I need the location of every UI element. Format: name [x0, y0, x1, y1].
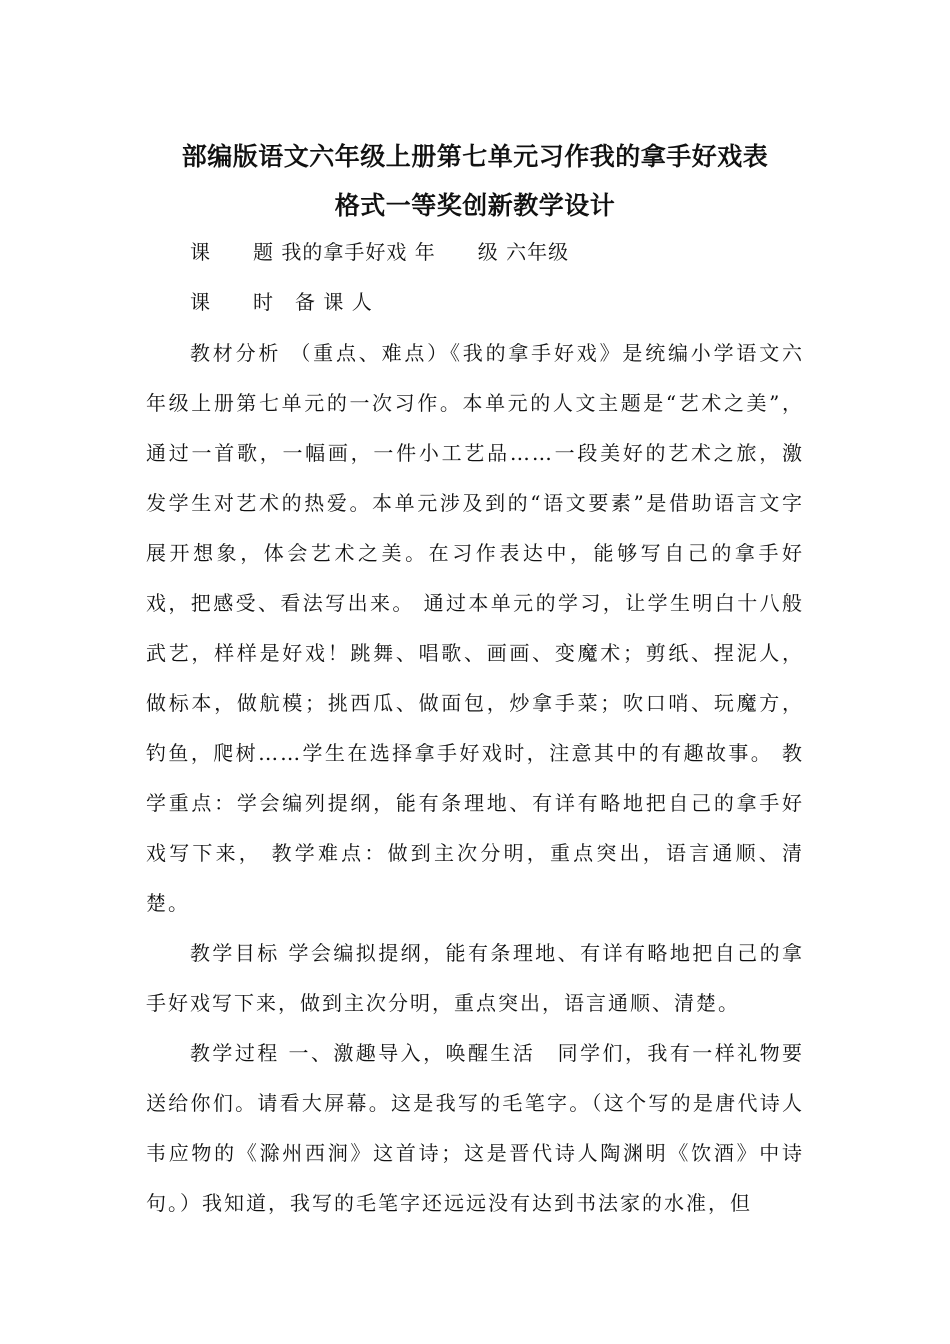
- document-title-line-2: 格式一等奖创新教学设计: [334, 191, 616, 220]
- textbook-analysis-paragraph: 教材分析 （重点、难点）《我的拿手好戏》是统编小学语文六年级上册第七单元的一次习作。本单元的人文主题是“艺术之美”，通过一首歌，一幅画，一件小工艺品……一段美好的艺术之旅，激发学生对艺术的热爱。本单元涉及到的“语文要素”是借助语言文字展开想象，体会艺术之美。在习作表达中，能够写自己的拿手好戏，把感受、看法写出来。 通过本单元的学习，让学生明白十八般武艺，样样是好戏！跳舞、唱歌、画画、变魔术；剪纸、捏泥人，做标本，做航模；挑西瓜、做面包，炒拿手菜；吹口哨、玩魔方，钓鱼，爬树……学生在选择拿手好戏时，注意其中的有趣故事。 教学重点：学会编列提纲，能有条理地、有详有略地把自己的拿手好戏写下来， 教学难点：做到主次分明，重点突出，语言通顺、清楚。: [146, 341, 804, 915]
- lesson-info-hours-preparer: 课 时 备 课 人: [190, 290, 373, 314]
- document-title-line-1: 部编版语文六年级上册第七单元习作我的拿手好戏表: [181, 142, 769, 171]
- teaching-process-paragraph: 教学过程 一、激趣导入，唤醒生活 同学们，我有一样礼物要送给你们。请看大屏幕。这是我写的毛笔字。（这个写的是唐代诗人韦应物的《滁州西涧》这首诗；这是晋代诗人陶渊明《饮酒》中诗句。）我知道，我写的毛笔字还远远没有达到书法家的水准，但: [146, 1041, 804, 1215]
- teaching-objectives-paragraph: 教学目标 学会编拟提纲，能有条理地、有详有略地把自己的拿手好戏写下来，做到主次分明，重点突出，语言通顺、清楚。: [146, 941, 804, 1015]
- lesson-info-topic-grade: 课 题 我的拿手好戏 年 级 六年级: [190, 240, 570, 264]
